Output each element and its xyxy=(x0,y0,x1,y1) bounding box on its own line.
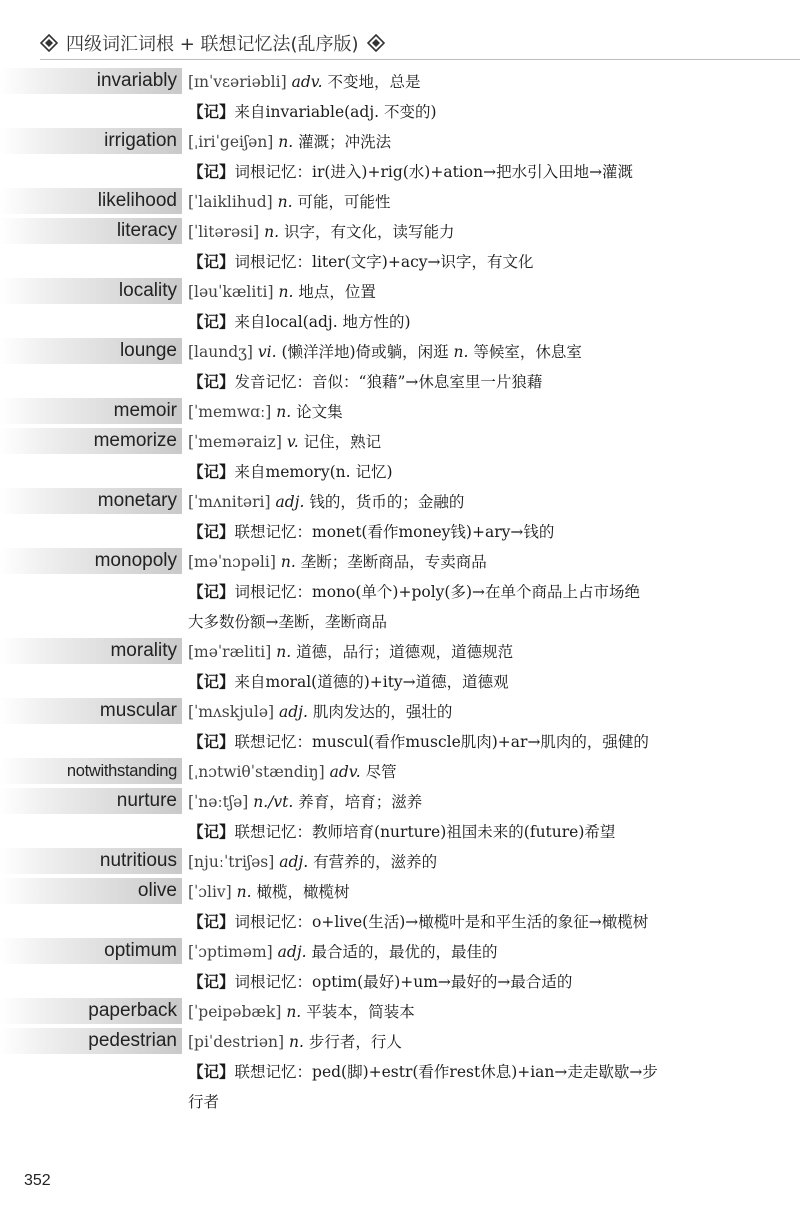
pronunciation: [ˈnəːtʃə] xyxy=(188,793,249,811)
vocab-entry xyxy=(0,396,800,426)
memo-tag: 【记】 xyxy=(188,1062,235,1081)
pronunciation: [ˈmeməraiz] xyxy=(188,433,282,451)
memo-tag: 【记】 xyxy=(188,912,235,931)
pronunciation: [ˈmemwɑː] xyxy=(188,403,272,421)
part-of-speech: n./vt. xyxy=(253,793,294,811)
memo-tag: 【记】 xyxy=(188,462,235,481)
headword: monopoly xyxy=(94,550,177,571)
headword: nurture xyxy=(116,790,177,811)
vocab-entry xyxy=(0,216,800,276)
meaning: 钱的，货币的；金融的 xyxy=(309,493,465,511)
meaning: 识字，有文化，读写能力 xyxy=(283,223,455,241)
memory-note xyxy=(188,516,800,546)
memo-text: 联想记忆：ped(脚)+estr(看作rest休息)+ian→走走歇歇→步 xyxy=(234,1063,658,1081)
memory-note xyxy=(188,606,800,636)
memo-text: 大多数份额→垄断，垄断商品 xyxy=(188,613,387,631)
memory-note xyxy=(188,666,800,696)
part-of-speech: n. xyxy=(277,193,293,211)
vocab-entry xyxy=(0,756,800,786)
vocab-entry xyxy=(0,1026,800,1116)
entry-headline xyxy=(0,786,800,816)
part-of-speech: adj. xyxy=(275,493,305,511)
pronunciation: [ˌnɔtwiθˈstændiŋ] xyxy=(188,763,325,781)
definition xyxy=(188,1030,402,1052)
entry-headline xyxy=(0,66,800,96)
headword: pedestrian xyxy=(88,1030,177,1051)
headword-band xyxy=(0,488,182,514)
meaning: 不变地，总是 xyxy=(327,73,421,91)
memory-note xyxy=(188,306,800,336)
meaning: 养育，培育；滋养 xyxy=(298,793,423,811)
memo-text: 词根记忆：mono(单个)+poly(多)→在单个商品上占市场绝 xyxy=(234,583,640,601)
meaning: 平装本，简装本 xyxy=(306,1003,415,1021)
diamond-bullet-icon xyxy=(40,34,58,52)
part-of-speech: n. xyxy=(288,1033,304,1051)
vocab-entry xyxy=(0,996,800,1026)
memo-tag: 【记】 xyxy=(188,672,235,691)
headword-band xyxy=(0,998,182,1024)
entry-headline xyxy=(0,486,800,516)
memo-text: 来自invariable(adj. 不变的) xyxy=(234,103,437,121)
definition xyxy=(188,70,421,92)
header-title: 四级词汇词根 + 联想记忆法(乱序版) xyxy=(66,34,359,55)
headword-band xyxy=(0,698,182,724)
headword-band xyxy=(0,218,182,244)
entry-headline xyxy=(0,936,800,966)
definition xyxy=(188,280,376,302)
memo-text: 行者 xyxy=(188,1093,220,1111)
memo-text: 联想记忆：monet(看作money钱)+ary→钱的 xyxy=(234,523,555,541)
memo-text: 来自moral(道德的)+ity→道德，道德观 xyxy=(234,673,509,691)
page-number: 352 xyxy=(24,1172,51,1189)
headword-band xyxy=(0,788,182,814)
headword-band xyxy=(0,278,182,304)
entry-headline xyxy=(0,636,800,666)
headword-band xyxy=(0,68,182,94)
memo-tag: 【记】 xyxy=(188,162,235,181)
vocab-entry xyxy=(0,186,800,216)
pronunciation: [laundʒ] xyxy=(188,343,253,361)
memory-note xyxy=(188,156,800,186)
definition xyxy=(188,700,452,722)
entry-headline xyxy=(0,276,800,306)
headword: locality xyxy=(118,280,177,301)
entry-headline xyxy=(0,126,800,156)
vocab-entry xyxy=(0,546,800,636)
memo-text: 词根记忆：ir(进入)+rig(水)+ation→把水引入田地→灌溉 xyxy=(234,163,634,181)
vocab-entry xyxy=(0,126,800,186)
definition xyxy=(188,550,487,572)
pronunciation: [ˈmʌnitəri] xyxy=(188,493,271,511)
memo-tag: 【记】 xyxy=(188,822,235,841)
headword: lounge xyxy=(119,340,177,361)
headword: olive xyxy=(137,880,177,901)
headword-band xyxy=(0,548,182,574)
entry-headline xyxy=(0,336,800,366)
entry-headline xyxy=(0,696,800,726)
memo-text: 联想记忆：教师培育(nurture)祖国未来的(future)希望 xyxy=(234,823,616,841)
pronunciation: [ˈlaiklihud] xyxy=(188,193,273,211)
diamond-bullet-icon xyxy=(367,34,385,52)
vocab-entry xyxy=(0,426,800,486)
definition xyxy=(188,220,454,242)
definition xyxy=(188,1000,415,1022)
part-of-speech: n. xyxy=(276,403,292,421)
memory-note xyxy=(188,576,800,606)
meaning: 地点，位置 xyxy=(298,283,376,301)
pronunciation: [ˈɔliv] xyxy=(188,883,232,901)
vocab-entry xyxy=(0,846,800,876)
pronunciation: [məˈnɔpəli] xyxy=(188,553,276,571)
headword-band xyxy=(0,878,182,904)
headword: notwithstanding xyxy=(66,761,177,780)
entry-headline xyxy=(0,756,800,786)
part-of-speech: n. xyxy=(453,343,469,361)
headword: morality xyxy=(110,640,177,661)
meaning: 论文集 xyxy=(296,403,343,421)
headword: paperback xyxy=(88,1000,177,1021)
part-of-speech: adv. xyxy=(329,763,361,781)
definition xyxy=(188,640,513,662)
vocab-entry xyxy=(0,486,800,546)
vocab-entry xyxy=(0,786,800,846)
part-of-speech: vi. xyxy=(257,343,277,361)
definition xyxy=(188,430,381,452)
definition xyxy=(188,130,391,152)
memo-text: 词根记忆：liter(文字)+acy→识字，有文化 xyxy=(234,253,534,271)
memo-text: 来自local(adj. 地方性的) xyxy=(234,313,411,331)
entry-headline xyxy=(0,1026,800,1056)
memo-text: 联想记忆：muscul(看作muscle肌肉)+ar→肌肉的，强健的 xyxy=(234,733,649,751)
meaning: 尽管 xyxy=(365,763,397,781)
vocabulary-list xyxy=(0,66,800,1116)
entry-headline xyxy=(0,846,800,876)
part-of-speech: n. xyxy=(276,643,292,661)
headword-band xyxy=(0,758,182,784)
definition xyxy=(188,400,343,422)
entry-headline xyxy=(0,546,800,576)
headword-band xyxy=(0,938,182,964)
entry-headline xyxy=(0,876,800,906)
pronunciation: [məˈræliti] xyxy=(188,643,272,661)
entry-headline xyxy=(0,186,800,216)
meaning: 灌溉；冲洗法 xyxy=(298,133,392,151)
headword: optimum xyxy=(104,940,177,961)
pronunciation: [ˌiriˈgeiʃən] xyxy=(188,133,274,151)
meaning: (懒洋洋地)倚或躺，闲逛 xyxy=(281,343,449,361)
vocab-entry xyxy=(0,276,800,336)
headword: irrigation xyxy=(104,130,177,151)
meaning: 垄断；垄断商品，专卖商品 xyxy=(300,553,487,571)
vocab-entry xyxy=(0,336,800,396)
part-of-speech: n. xyxy=(280,553,296,571)
memo-tag: 【记】 xyxy=(188,372,235,391)
part-of-speech: n. xyxy=(278,283,294,301)
meaning: 等候室，休息室 xyxy=(473,343,582,361)
pronunciation: [ˈmʌskjulə] xyxy=(188,703,275,721)
headword-band xyxy=(0,188,182,214)
headword: muscular xyxy=(99,700,177,721)
memo-text: 词根记忆：optim(最好)+um→最好的→最合适的 xyxy=(234,973,573,991)
entry-headline xyxy=(0,396,800,426)
pronunciation: [ˈpeipəbæk] xyxy=(188,1003,282,1021)
headword-band xyxy=(0,428,182,454)
memo-tag: 【记】 xyxy=(188,312,235,331)
pronunciation: [njuːˈtriʃəs] xyxy=(188,853,275,871)
memo-tag: 【记】 xyxy=(188,102,235,121)
memo-text: 词根记忆：o+live(生活)→橄榄叶是和平生活的象征→橄榄树 xyxy=(234,913,649,931)
headword-band xyxy=(0,638,182,664)
memory-note xyxy=(188,1056,800,1086)
memory-note xyxy=(188,96,800,126)
headword-band xyxy=(0,338,182,364)
meaning: 记住，熟记 xyxy=(303,433,382,451)
part-of-speech: n. xyxy=(286,1003,302,1021)
headword-band xyxy=(0,398,182,424)
memo-text: 来自memory(n. 记忆) xyxy=(234,463,393,481)
pronunciation: [ˈlitərəsi] xyxy=(188,223,260,241)
vocab-entry xyxy=(0,696,800,756)
memo-tag: 【记】 xyxy=(188,732,235,751)
memo-tag: 【记】 xyxy=(188,972,235,991)
definition xyxy=(188,880,350,902)
definition xyxy=(188,850,437,872)
entry-headline xyxy=(0,996,800,1026)
vocab-entry xyxy=(0,936,800,996)
entry-headline xyxy=(0,216,800,246)
memo-tag: 【记】 xyxy=(188,252,235,271)
definition xyxy=(188,790,422,812)
headword: likelihood xyxy=(97,190,177,211)
meaning: 有营养的，滋养的 xyxy=(313,853,438,871)
headword-band xyxy=(0,848,182,874)
headword-band xyxy=(0,128,182,154)
headword: literacy xyxy=(116,220,177,241)
part-of-speech: adj. xyxy=(279,853,309,871)
headword: memorize xyxy=(93,430,177,451)
definition xyxy=(188,190,391,212)
memo-text: 发音记忆：音似：“狼藉”→休息室里一片狼藉 xyxy=(234,373,543,391)
vocab-entry xyxy=(0,876,800,936)
part-of-speech: n. xyxy=(278,133,294,151)
vocab-entry xyxy=(0,66,800,126)
headword-band xyxy=(0,1028,182,1054)
definition xyxy=(188,490,464,512)
memory-note xyxy=(188,816,800,846)
entry-headline xyxy=(0,426,800,456)
definition xyxy=(188,340,582,362)
part-of-speech: n. xyxy=(264,223,280,241)
meaning: 可能，可能性 xyxy=(297,193,391,211)
memory-note xyxy=(188,726,800,756)
memo-tag: 【记】 xyxy=(188,582,235,601)
definition xyxy=(188,940,498,962)
headword: monetary xyxy=(97,490,177,511)
pronunciation: [ˈɔptiməm] xyxy=(188,943,273,961)
meaning: 肌肉发达的，强壮的 xyxy=(312,703,453,721)
headword: nutritious xyxy=(99,850,177,871)
part-of-speech: adj. xyxy=(279,703,308,721)
part-of-speech: adv. xyxy=(291,73,323,91)
meaning: 最合适的，最优的，最佳的 xyxy=(311,943,498,961)
memory-note xyxy=(188,246,800,276)
memory-note xyxy=(188,366,800,396)
part-of-speech: adj. xyxy=(277,943,307,961)
headword: invariably xyxy=(96,70,177,91)
page-header xyxy=(40,26,780,60)
pronunciation: [piˈdestriən] xyxy=(188,1033,285,1051)
memory-note xyxy=(188,456,800,486)
headword: memoir xyxy=(113,400,177,421)
pronunciation: [ɪnˈvɛəriəbli] xyxy=(188,73,287,91)
meaning: 步行者，行人 xyxy=(308,1033,402,1051)
header-divider xyxy=(40,59,800,60)
meaning: 道德，品行；道德观，道德规范 xyxy=(296,643,514,661)
memo-tag: 【记】 xyxy=(188,522,235,541)
part-of-speech: v. xyxy=(286,433,299,451)
memory-note xyxy=(188,906,800,936)
definition xyxy=(188,760,397,782)
meaning: 橄榄，橄榄树 xyxy=(256,883,350,901)
pronunciation: [ləuˈkæliti] xyxy=(188,283,274,301)
vocab-entry xyxy=(0,636,800,696)
memory-note xyxy=(188,966,800,996)
memory-note xyxy=(188,1086,800,1116)
part-of-speech: n. xyxy=(236,883,252,901)
